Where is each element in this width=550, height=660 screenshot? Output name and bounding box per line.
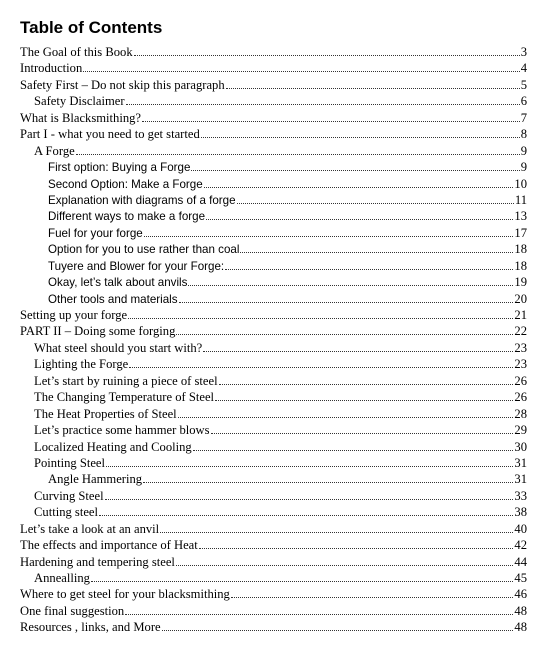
toc-entry[interactable] [20, 258, 527, 274]
toc-entry-title: Lighting the Forge [34, 357, 129, 372]
toc-entry[interactable] [20, 521, 527, 537]
toc-entry[interactable] [20, 110, 527, 126]
toc-entry-page-number: 17 [514, 225, 527, 240]
toc-dot-leader [142, 112, 520, 122]
toc-dot-leader [162, 621, 514, 631]
toc-dot-leader [179, 293, 514, 303]
toc-entry-title: Fuel for your forge [48, 226, 143, 240]
toc-entry-title: Introduction [20, 61, 83, 76]
toc-entry[interactable] [20, 537, 527, 553]
toc-dot-leader [129, 358, 513, 368]
toc-entry-title: Second Option: Make a Forge [48, 177, 203, 191]
toc-entry-page-number: 13 [514, 209, 527, 224]
toc-entry[interactable] [20, 619, 527, 635]
toc-entry-title: Different ways to make a forge [48, 210, 206, 224]
toc-entry-page-number: 9 [520, 160, 527, 175]
toc-entry[interactable] [20, 323, 527, 339]
toc-entry[interactable] [20, 340, 527, 356]
toc-entry-title: The Goal of this Book [20, 45, 133, 59]
toc-entry[interactable] [20, 307, 527, 323]
toc-entry[interactable] [20, 93, 527, 109]
toc-dot-leader [76, 145, 520, 155]
toc-dot-leader [134, 46, 520, 56]
toc-title: Table of Contents [20, 18, 163, 37]
toc-entry[interactable] [20, 159, 527, 175]
toc-dot-leader [99, 506, 513, 516]
toc-entry[interactable] [20, 455, 527, 471]
toc-entry-title: Curving Steel [34, 488, 104, 503]
toc-entry-page-number: 18 [514, 258, 527, 273]
toc-dot-leader [83, 62, 519, 72]
toc-entry-page-number: 26 [514, 390, 527, 405]
toc-entry-page-number: 45 [514, 571, 527, 585]
toc-dot-leader [105, 490, 514, 500]
toc-dot-leader [126, 95, 520, 105]
toc-entry[interactable] [20, 291, 527, 307]
toc-entry-title: Part I - what you need to get started [20, 127, 200, 142]
toc-entry-page-number: 42 [514, 538, 527, 553]
toc-entry-title: Let’s start by ruining a piece of steel [34, 373, 218, 388]
toc-dot-leader [237, 194, 514, 204]
toc-entry-title: Explanation with diagrams of a forge [48, 193, 236, 207]
toc-entry-page-number: 11 [514, 192, 527, 207]
toc-entry[interactable] [20, 126, 527, 142]
toc-entry-page-number: 33 [514, 488, 527, 503]
toc-dot-leader [211, 424, 514, 434]
toc-entry-page-number: 21 [514, 308, 527, 322]
toc-entry-page-number: 23 [514, 357, 527, 372]
toc-entry[interactable] [20, 44, 527, 60]
toc-entry-page-number: 22 [514, 324, 527, 339]
toc-entry-page-number: 31 [514, 455, 527, 470]
toc-dot-leader [225, 260, 513, 270]
toc-dot-leader [199, 539, 514, 549]
toc-entry-page-number: 7 [520, 110, 527, 125]
toc-entry-page-number: 46 [514, 587, 527, 602]
toc-list [20, 44, 527, 636]
toc-entry-title: Okay, let’s talk about anvils [48, 276, 188, 290]
toc-entry-title: Localized Heating and Cooling [34, 439, 192, 454]
toc-entry[interactable] [20, 554, 527, 570]
toc-dot-leader [206, 210, 513, 220]
toc-entry-title: Safety Disclaimer [34, 94, 125, 109]
toc-entry-page-number: 6 [520, 94, 527, 109]
toc-entry-page-number: 44 [514, 554, 527, 569]
toc-entry-page-number: 26 [514, 373, 527, 388]
toc-entry-title: What is Blacksmithing? [20, 110, 142, 125]
toc-entry-page-number: 31 [514, 472, 527, 487]
toc-entry-page-number: 8 [520, 127, 527, 142]
toc-entry[interactable] [20, 143, 527, 159]
toc-entry[interactable] [20, 176, 527, 192]
toc-entry-page-number: 23 [514, 340, 527, 355]
toc-entry-page-number: 30 [514, 439, 527, 454]
toc-entry-title: Angle Hammering [48, 472, 143, 487]
toc-entry-page-number: 9 [520, 143, 527, 158]
toc-entry[interactable] [20, 586, 527, 602]
toc-entry-page-number: 28 [514, 406, 527, 421]
toc-dot-leader [201, 128, 520, 138]
toc-entry-page-number: 48 [514, 603, 527, 618]
toc-entry-title: Let’s practice some hammer blows [34, 423, 210, 438]
toc-entry-title: PART II – Doing some forging [20, 324, 176, 339]
toc-entry-title: Hardening and tempering steel [20, 554, 175, 569]
toc-entry-title: Safety First – Do not skip this paragraph [20, 77, 225, 92]
toc-entry-page-number: 48 [514, 620, 527, 635]
toc-dot-leader [106, 457, 513, 467]
toc-entry-page-number: 3 [520, 45, 527, 59]
toc-dot-leader [178, 408, 514, 418]
toc-dot-leader [240, 243, 513, 253]
toc-entry[interactable] [20, 389, 527, 405]
toc-entry-page-number: 19 [514, 275, 527, 290]
toc-dot-leader [176, 556, 513, 566]
toc-entry-title: Setting up your forge [20, 308, 128, 322]
toc-entry-title: Annealling [34, 571, 90, 585]
toc-entry[interactable] [20, 488, 527, 504]
toc-entry[interactable] [20, 77, 527, 93]
toc-entry-title: Tuyere and Blower for your Forge: [48, 259, 225, 273]
toc-entry[interactable] [20, 225, 527, 241]
toc-dot-leader [143, 473, 513, 483]
toc-entry[interactable] [20, 570, 527, 586]
toc-dot-leader [191, 161, 519, 171]
toc-entry[interactable] [20, 274, 527, 290]
toc-dot-leader [203, 342, 513, 352]
toc-entry-title: Option for you to use rather than coal [48, 243, 240, 257]
toc-entry-title: The effects and importance of Heat [20, 538, 198, 553]
toc-entry-page-number: 4 [520, 61, 527, 76]
toc-entry[interactable] [20, 471, 527, 487]
toc-entry-title: The Heat Properties of Steel [34, 406, 177, 421]
toc-entry-title: Pointing Steel [34, 455, 106, 470]
toc-entry[interactable] [20, 241, 527, 257]
toc-entry-title: First option: Buying a Forge [48, 161, 191, 175]
toc-entry[interactable] [20, 373, 527, 389]
toc-entry[interactable] [20, 192, 527, 208]
toc-entry[interactable] [20, 422, 527, 438]
toc-entry[interactable] [20, 439, 527, 455]
toc-dot-leader [128, 309, 513, 319]
toc-entry-page-number: 38 [514, 505, 527, 520]
toc-entry-page-number: 5 [520, 77, 527, 92]
toc-dot-leader [125, 605, 513, 615]
toc-entry-title: The Changing Temperature of Steel [34, 390, 215, 405]
toc-entry[interactable] [20, 208, 527, 224]
toc-entry-title: Let’s take a look at an anvil [20, 521, 160, 536]
toc-dot-leader [219, 375, 514, 385]
toc-entry-page-number: 40 [514, 521, 527, 536]
toc-entry[interactable] [20, 60, 527, 76]
toc-dot-leader [231, 588, 514, 598]
toc-dot-leader [204, 178, 514, 188]
toc-entry-page-number: 10 [514, 176, 527, 191]
toc-dot-leader [160, 523, 513, 533]
toc-dot-leader [188, 276, 513, 286]
toc-dot-leader [226, 79, 520, 89]
toc-entry-page-number: 29 [514, 423, 527, 438]
toc-entry-page-number: 18 [514, 242, 527, 257]
toc-entry-title: One final suggestion [20, 603, 125, 618]
toc-entry-title: What steel should you start with? [34, 340, 203, 355]
toc-dot-leader [144, 227, 514, 237]
toc-dot-leader [193, 441, 514, 451]
toc-dot-leader [215, 391, 513, 401]
toc-entry-page-number: 20 [514, 291, 527, 306]
toc-entry-title: Resources , links, and More [20, 620, 161, 635]
toc-entry[interactable] [20, 356, 527, 372]
toc-entry-title: A Forge [34, 143, 75, 158]
toc-entry[interactable] [20, 603, 527, 619]
toc-entry-title: Cutting steel [34, 505, 99, 520]
toc-entry-title: Other tools and materials [48, 292, 178, 306]
toc-entry[interactable] [20, 504, 527, 520]
toc-entry[interactable] [20, 406, 527, 422]
toc-dot-leader [91, 572, 513, 582]
toc-dot-leader [176, 325, 513, 335]
toc-entry-title: Where to get steel for your blacksmithing [20, 587, 230, 602]
